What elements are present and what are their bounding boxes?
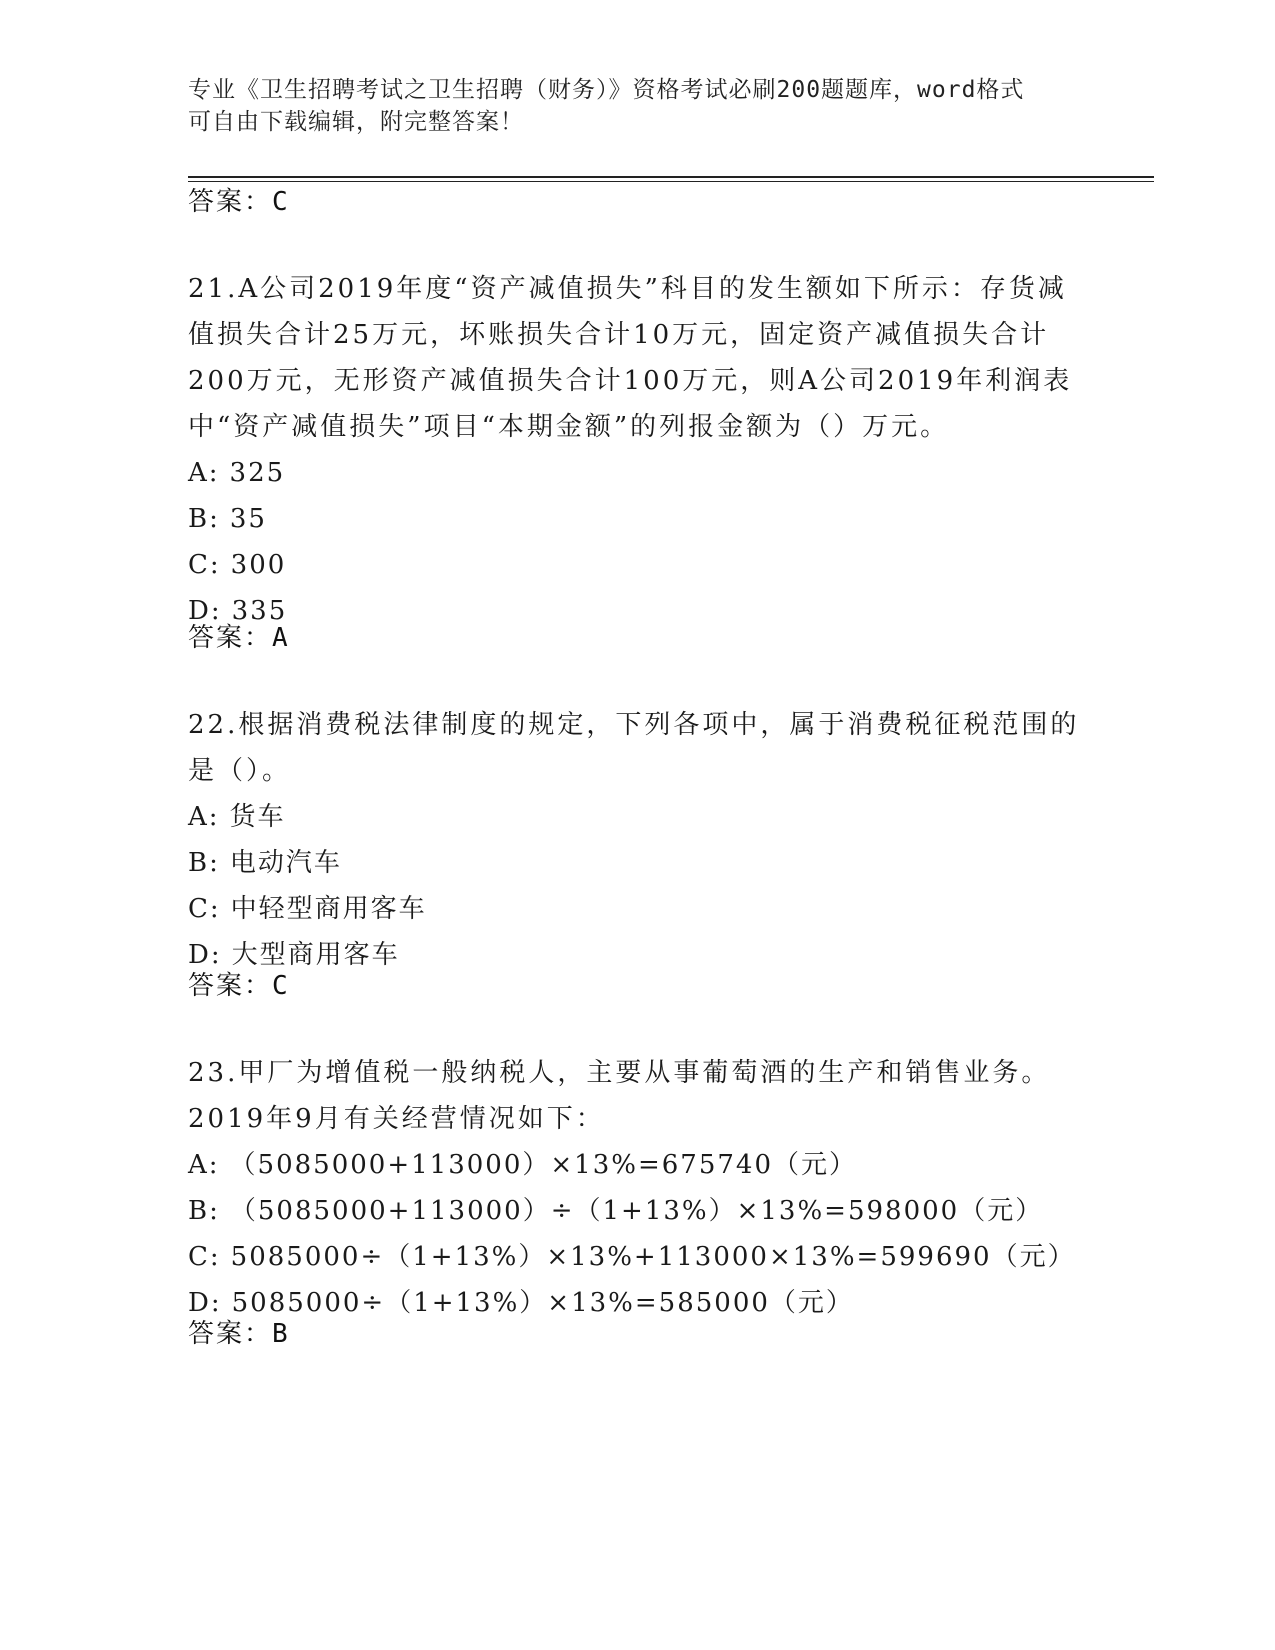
question-text-line: 是（）。: [188, 756, 292, 786]
option-d: D: 5085000÷（1+13%）×13%=585000（元）: [188, 1288, 854, 1318]
header-divider-thick: [188, 176, 1154, 178]
option-b: B: 电动汽车: [188, 848, 342, 878]
previous-answer: 答案：C: [188, 187, 290, 217]
question-text-line: 中“资产减值损失”项目“本期金额”的列报金额为（）万元。: [188, 412, 950, 442]
question-text-line: 200万元，无形资产减值损失合计100万元，则A公司2019年利润表: [188, 366, 1073, 396]
option-d: D: 335: [188, 596, 288, 626]
option-a: A: 货车: [188, 802, 286, 832]
question-text-line: 21.A公司2019年度“资产减值损失”科目的发生额如下所示：存货减: [188, 274, 1067, 304]
option-c: C: 中轻型商用客车: [188, 894, 427, 924]
option-b: B: （5085000+113000）÷（1+13%）×13%=598000（元）: [188, 1196, 1044, 1226]
question-text-line: 2019年9月有关经营情况如下：: [188, 1104, 605, 1134]
option-b: B: 35: [188, 504, 267, 534]
question-text-line: 值损失合计25万元，坏账损失合计10万元，固定资产减值损失合计: [188, 320, 1050, 350]
option-a: A: （5085000+113000）×13%=675740（元）: [188, 1150, 857, 1180]
option-d: D: 大型商用客车: [188, 940, 400, 970]
question-22: [188, 702, 1168, 978]
question-21: [188, 266, 1168, 634]
header-title-line-2: 可自由下载编辑，附完整答案！: [188, 109, 524, 135]
option-c: C: 300: [188, 550, 287, 580]
page-header: [188, 74, 1088, 138]
question-text-line: 23.甲厂为增值税一般纳税人，主要从事葡萄酒的生产和销售业务。: [188, 1058, 1051, 1088]
option-c: C: 5085000÷（1+13%）×13%+113000×13%=599690（元）: [188, 1242, 1076, 1272]
answer-22: 答案：C: [188, 971, 290, 1001]
header-title-line-1: 专业《卫生招聘考试之卫生招聘（财务）》资格考试必刷200题题库，word格式: [188, 77, 1025, 103]
answer-23: 答案：B: [188, 1319, 290, 1349]
option-a: A: 325: [188, 458, 286, 488]
answer-21: 答案：A: [188, 623, 290, 653]
question-23: [188, 1050, 1168, 1326]
question-text-line: 22.根据消费税法律制度的规定，下列各项中，属于消费税征税范围的: [188, 710, 1080, 740]
